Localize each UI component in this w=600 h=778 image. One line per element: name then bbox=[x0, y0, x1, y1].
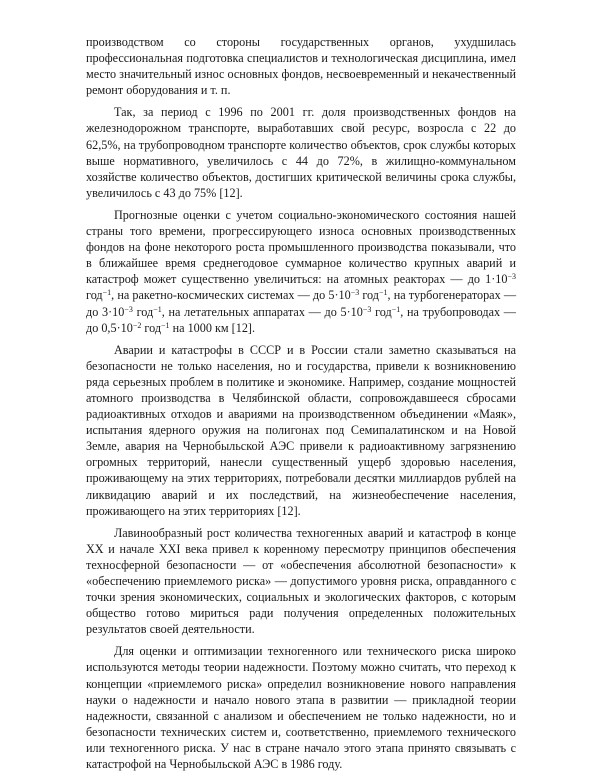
exponent: −1 bbox=[153, 304, 162, 314]
paragraph-4: Аварии и катастрофы в СССР и в России стали заметно сказываться на безопасности не только населения, но и государства, привели к возникновению ряда серьезных проблем в политике и экономике. Например, создание мощностей атомного производства в Челябинской области, сопровождавшееся сбросами радиоактивных отходов и авариями на производственном объединении «Маяк», испытания ядерного оружия на полигонах под Семипалатинском и на Новой Земле, авария на Чернобыльской АЭС привели к радиоактивному загрязнению огромных территорий, нанесли существенный ущерб здоровью населения, проживающему на этих территориях, потребовали десятки миллиардов рублей на ликвидацию аварий и их последствий, на жизнеобеспечение населения, проживающего на этих территориях [12]. bbox=[86, 342, 516, 518]
paragraph-3-text: , на летательных аппаратах — до 5·10 bbox=[161, 304, 363, 319]
exponent: −3 bbox=[362, 304, 372, 314]
paragraph-2: Так, за период с 1996 по 2001 гг. доля производственных фондов на железнодорожном транспорте, выработавших свой ресурс, возросла с 22 до 62,5%, на трубопроводном транспорте количество объектов, срок службы которых выше нормативного, увеличилось с 44 до 72%, в жилищно-коммунальном хозяйстве количество объектов, достигших критической величины срока службы, увеличилось с 43 до 75% [12]. bbox=[86, 105, 516, 200]
exponent: −3 bbox=[124, 304, 133, 314]
document-page bbox=[86, 34, 516, 778]
paragraph-3-text: , на трубопроводах — до 0,5·10 bbox=[86, 304, 516, 335]
exponent: −1 bbox=[391, 304, 401, 314]
paragraph-3-text: год bbox=[86, 288, 103, 303]
exponent: −1 bbox=[161, 320, 170, 330]
paragraph-3-text: на 1000 км [12]. bbox=[169, 320, 256, 335]
paragraph-3-text: , на турбогенераторах — до 3·10 bbox=[86, 288, 517, 319]
exponent: −3 bbox=[507, 272, 516, 282]
paragraph-3-text: , на ракетно-космических системах — до 5·10 bbox=[111, 288, 351, 303]
exponent: −2 bbox=[132, 320, 142, 330]
paragraph-3-text: год bbox=[359, 288, 380, 303]
exponent: −1 bbox=[379, 288, 388, 298]
paragraph-3-text: год bbox=[141, 320, 162, 335]
paragraph-3-text: Прогнозные оценки с учетом социально-экономического состояния нашей страны того времени, прогрессирующего износа основных производственных фондов на фоне некоторого роста промышленного производства показывали, что в ближайшее время среднегодовое суммарное количество крупных аварий и катастроф может существенно увеличиться: на атомных реакторах — до 1·10 bbox=[86, 207, 516, 287]
paragraph-3 bbox=[86, 207, 516, 336]
paragraph-3-text: год bbox=[132, 304, 154, 319]
paragraph-1: производством со стороны государственных органов, ухудшилась профессиональная подготовка специалистов и технологическая дисциплина, имел место значительный износ основных фондов, несвоевременный и некачественный ремонт оборудования и т. п. bbox=[86, 35, 516, 98]
exponent: −1 bbox=[102, 288, 112, 298]
exponent: −3 bbox=[350, 288, 360, 298]
paragraph-3-text: год bbox=[371, 304, 392, 319]
paragraph-6: Для оценки и оптимизации техногенного или технического риска широко используются методы теории надежности. Поэтому можно считать, что переход к концепции «приемлемого риска» определил возникновение нового направления науки о надежности и начало нового этапа в развитии — прикладной теории надежности, связанной с анализом и обеспечением не только надежности, но и безопасности технических систем и, соответственно, приемлемого технического или техногенного риска. У нас в стране начало этого этапа принято связывать с катастрофой на Чернобыльской АЭС в 1986 году. bbox=[86, 644, 516, 772]
paragraph-5: Лавинообразный рост количества техногенных аварий и катастроф в конце XX и начале XXI века привел к коренному пересмотру принципов обеспечения техносферной безопасности — от «обеспечения абсолютной безопасности» к «обеспечению приемлемого риска» — допустимого уровня риска, оправданного с точки зрения экономических, социальных и экологических факторов, с которым общество готово мириться ради получения определенных положительных результатов своей деятельности. bbox=[86, 525, 516, 637]
